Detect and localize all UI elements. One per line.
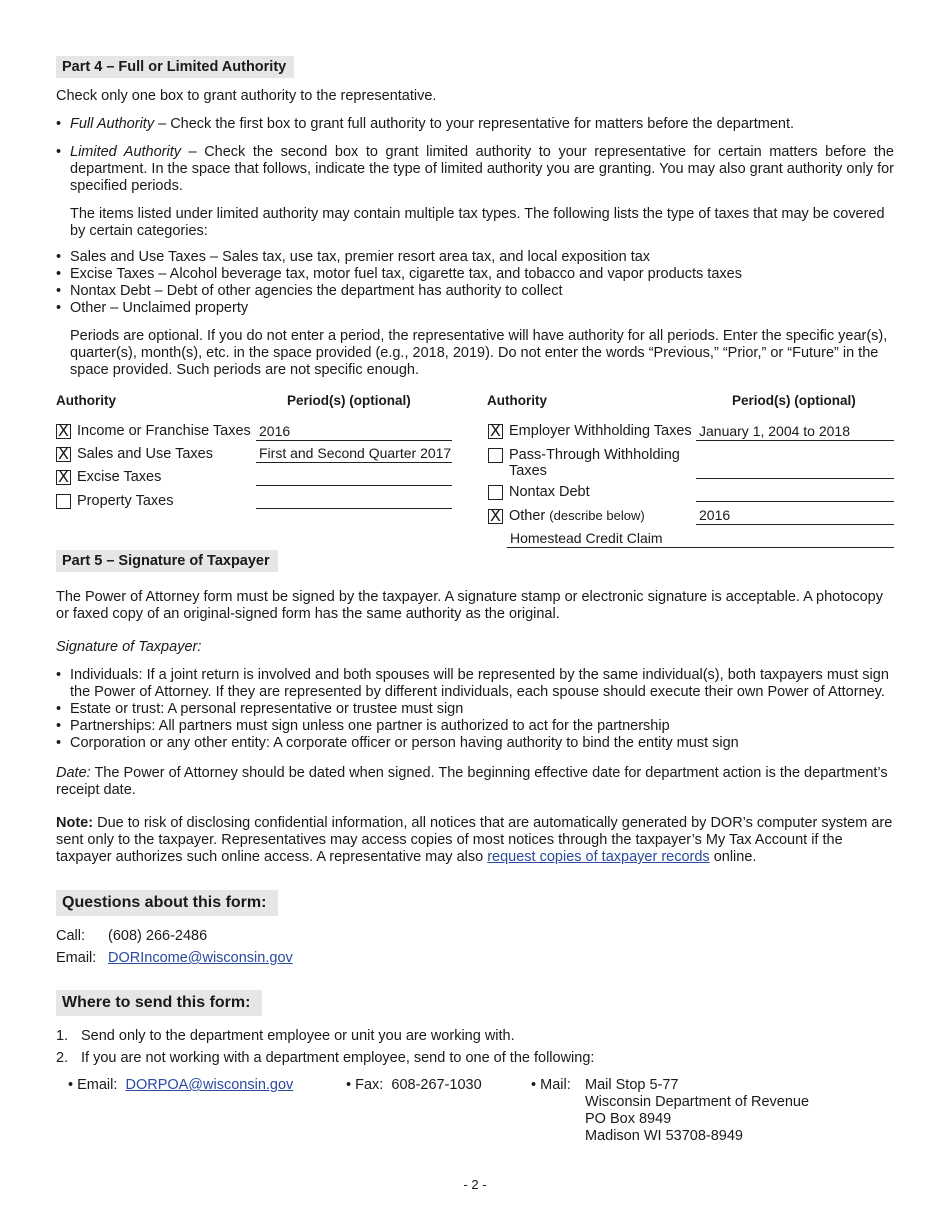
list-item: • Corporation or any other entity: A corporate officer or person having authority to bind the entity must sign: [56, 735, 894, 752]
authority-sales-use[interactable]: [56, 446, 213, 462]
send-mail: • Mail:: [531, 1077, 571, 1093]
employer-withholding-checkbox[interactable]: X: [488, 424, 503, 439]
list-item: [56, 1047, 894, 1069]
other-description-field[interactable]: Homestead Credit Claim: [507, 530, 894, 548]
property-label: Property Taxes: [77, 493, 174, 509]
income-franchise-label: Income or Franchise Taxes: [77, 423, 251, 439]
part5-intro: The Power of Attorney form must be signed by the taxpayer. A signature stamp or electronic signature is acceptable. A photocopy or faxed copy of an original-signed form has the same authority as the original.: [56, 589, 883, 622]
list-item: • Excise Taxes – Alcohol beverage tax, motor fuel tax, cigarette tax, and tobacco and vapor products taxes: [56, 266, 894, 283]
income-email-link[interactable]: DORIncome@wisconsin.gov: [108, 950, 293, 966]
pass-through-label: Pass-Through Withholding Taxes: [509, 447, 680, 479]
authority-pass-through[interactable]: [488, 447, 688, 479]
property-period[interactable]: [256, 491, 452, 509]
part5-heading: Part 5 – Signature of Taxpayer: [56, 550, 278, 572]
part4-heading: Part 4 – Full or Limited Authority: [56, 56, 294, 78]
other-label: Other: [509, 508, 546, 524]
send-email-label: Email:: [77, 1077, 118, 1093]
limited-authority-term: Limited Authority: [70, 144, 181, 160]
step-text: Send only to the department employee or unit you are working with.: [81, 1028, 515, 1044]
email-label: Email:: [56, 950, 97, 966]
authority-header-right: Authority: [487, 393, 547, 408]
authority-table: [56, 393, 894, 546]
income-franchise-period[interactable]: 2016: [256, 423, 452, 441]
list-item: • Individuals: If a joint return is involved and both spouses will be represented by the same individual(s), both taxpayers must sign the Power of Attorney. If they are represented by different individuals, each spouse should execute their own Power of Attorney.: [56, 667, 894, 701]
full-authority-term: Full Authority: [70, 116, 155, 132]
send-email: • Email: DORPOA@wisconsin.gov: [68, 1077, 294, 1093]
period-header-left: Period(s) (optional): [287, 393, 411, 408]
property-checkbox[interactable]: [56, 494, 71, 509]
list-item: • Nontax Debt – Debt of other agencies the department has authority to collect: [56, 283, 894, 300]
period-header-right: Period(s) (optional): [732, 393, 856, 408]
send-methods: [56, 1077, 894, 1149]
where-heading: Where to send this form:: [56, 990, 262, 1016]
step-number: 1.: [56, 1028, 69, 1044]
poa-email-link[interactable]: DORPOA@wisconsin.gov: [125, 1077, 294, 1093]
list-item: • Sales and Use Taxes – Sales tax, use tax, premier resort area tax, and local exposition tax: [56, 249, 894, 266]
authority-header-left: Authority: [56, 393, 116, 408]
authority-other[interactable]: [488, 508, 645, 524]
nontax-debt-checkbox[interactable]: [488, 485, 503, 500]
page-number: - 2 -: [463, 1177, 487, 1192]
note-end: online.: [709, 849, 757, 865]
note-label: Note:: [56, 815, 94, 831]
send-fax-label: Fax:: [355, 1077, 384, 1093]
signature-rules-list: [56, 667, 894, 752]
questions-heading: Questions about this form:: [56, 890, 278, 916]
other-sublabel: (describe below): [549, 508, 645, 523]
part4-intro: Check only one box to grant authority to the representative.: [56, 88, 437, 104]
call-label: Call:: [56, 928, 86, 944]
email-line: [56, 947, 894, 969]
mail-address: [585, 1077, 809, 1145]
mail-line: Madison WI 53708-8949: [585, 1128, 743, 1144]
full-authority-text: – Check the first box to grant full authority to your representative for matters before the department.: [154, 116, 795, 132]
note-paragraph: [56, 815, 894, 866]
limited-authority-item: [56, 144, 894, 195]
sales-use-checkbox[interactable]: X: [56, 447, 71, 462]
list-item: • Other – Unclaimed property: [56, 300, 894, 317]
items-intro: The items listed under limited authority may contain multiple tax types. The following lists the type of taxes that may be covered by certain categories:: [70, 206, 885, 239]
excise-period[interactable]: [256, 468, 452, 486]
authority-employer-withholding[interactable]: [488, 423, 692, 439]
nontax-debt-label: Nontax Debt: [509, 484, 590, 500]
category-list: [56, 249, 894, 317]
periods-text: Periods are optional. If you do not enter a period, the representative will have authority for all periods. Enter the specific year(s), quarter(s), month(s), etc. in the space provided (e.g., 2018, 2019). Do not enter the words “Previous,” “Prior,” or “Future” in the space provided. Such periods are not specific enough.: [70, 328, 888, 378]
other-checkbox[interactable]: X: [488, 509, 503, 524]
authority-nontax-debt[interactable]: [488, 484, 590, 500]
list-item: [56, 1025, 894, 1047]
date-text: The Power of Attorney should be dated when signed. The beginning effective date for department action is the department’s receipt date.: [56, 765, 888, 798]
step-number: 2.: [56, 1050, 69, 1066]
list-item: • Partnerships: All partners must sign unless one partner is authorized to act for the partnership: [56, 718, 894, 735]
mail-line: Mail Stop 5-77: [585, 1077, 679, 1093]
employer-withholding-period[interactable]: January 1, 2004 to 2018: [696, 423, 894, 441]
pass-through-period[interactable]: [696, 461, 894, 479]
list-item: • Estate or trust: A personal representative or trustee must sign: [56, 701, 894, 718]
send-mail-label: Mail:: [540, 1077, 571, 1093]
other-period[interactable]: 2016: [696, 507, 894, 525]
request-records-link[interactable]: request copies of taxpayer records: [487, 849, 710, 865]
full-authority-item: [56, 116, 894, 133]
send-steps: [56, 1025, 894, 1069]
send-fax: • Fax: 608-267-1030: [346, 1077, 482, 1093]
call-line: [56, 925, 894, 947]
send-fax-value: 608-267-1030: [391, 1077, 482, 1093]
mail-line: Wisconsin Department of Revenue: [585, 1094, 810, 1110]
excise-checkbox[interactable]: X: [56, 470, 71, 485]
note-text: Due to risk of disclosing confidential information, all notices that are automatically generated by DOR’s computer system are sent only to the taxpayer. Representatives may access copies of most notices through the taxpayer’s My Tax Account if the taxpayer authorizes such online access. A representative may also: [56, 815, 893, 865]
call-value: (608) 266-2486: [108, 928, 208, 944]
income-franchise-checkbox[interactable]: X: [56, 424, 71, 439]
authority-income-franchise[interactable]: [56, 423, 251, 439]
pass-through-checkbox[interactable]: [488, 448, 503, 463]
sales-use-period[interactable]: First and Second Quarter 2017: [256, 445, 452, 463]
mail-line: PO Box 8949: [585, 1111, 672, 1127]
excise-label: Excise Taxes: [77, 469, 162, 485]
date-paragraph: [56, 765, 894, 799]
sales-use-label: Sales and Use Taxes: [77, 446, 213, 462]
date-label: Date:: [56, 765, 91, 781]
signature-label: Signature of Taxpayer:: [56, 639, 202, 655]
nontax-debt-period[interactable]: [696, 484, 894, 502]
limited-authority-text: – Check the second box to grant limited authority to your representative for certain matters before the department. In the space that follows, indicate the type of limited authority you are granting. You may also grant authority only for specified periods.: [70, 144, 894, 194]
authority-property[interactable]: [56, 493, 173, 509]
step-text: If you are not working with a department employee, send to one of the following:: [81, 1050, 595, 1066]
employer-withholding-label: Employer Withholding Taxes: [509, 423, 692, 439]
authority-excise[interactable]: [56, 469, 161, 485]
